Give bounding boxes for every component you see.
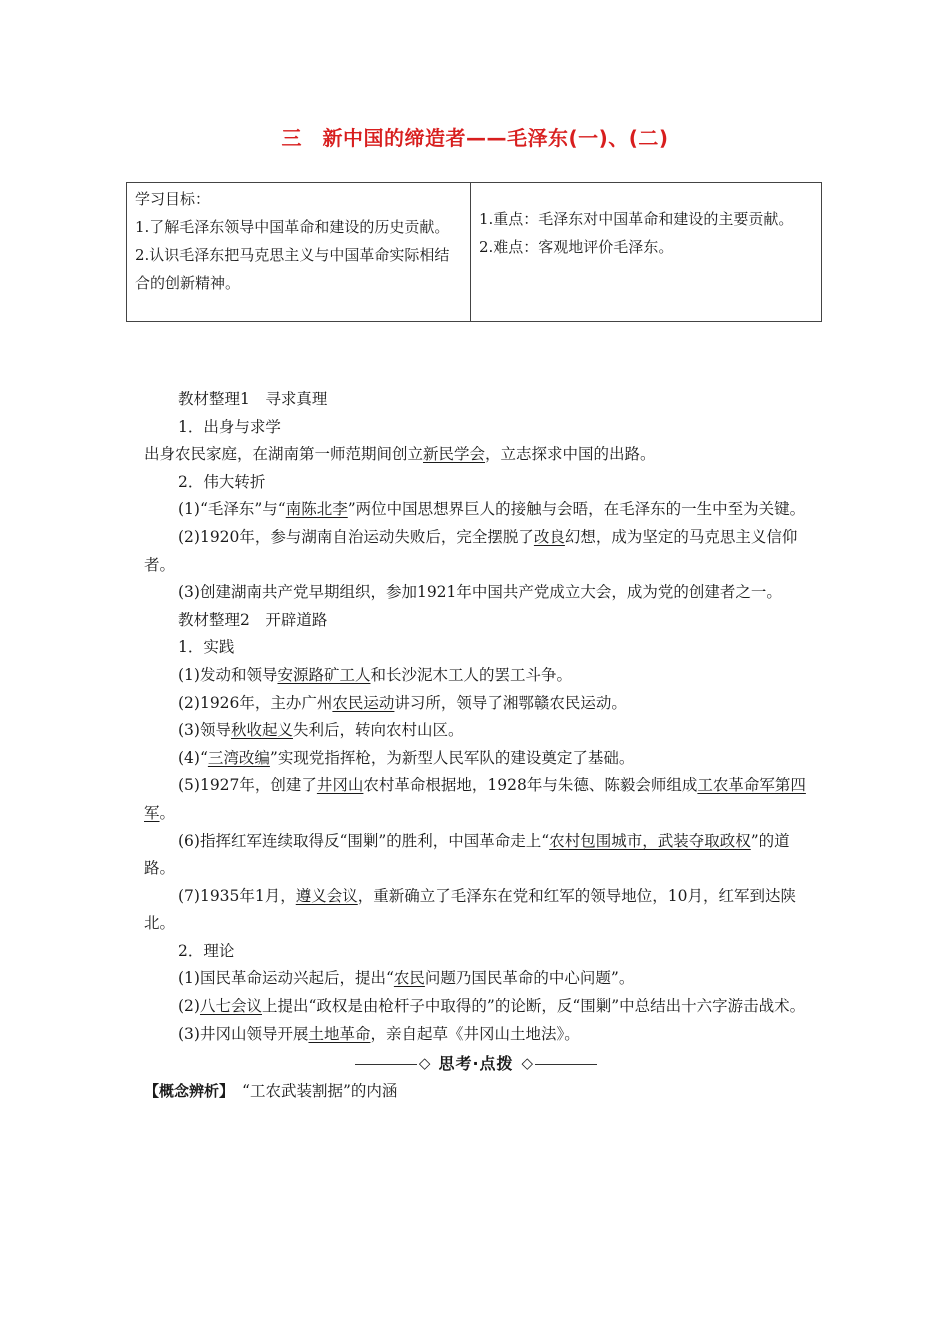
paragraph: (1)国民革命运动兴起后，提出“农民问题乃国民革命的中心问题”。 [178, 969, 635, 988]
subsection-title: 1．出身与求学 [178, 417, 281, 436]
paragraph: (1)发动和领导安源路矿工人和长沙泥木工人的罢工斗争。 [178, 665, 572, 684]
subsection-title: 1．实践 [178, 638, 235, 657]
paragraph: 出身农民家庭，在湖南第一师范期间创立新民学会，立志探求中国的出路。 [144, 445, 656, 464]
paragraph: (6)指挥红军连续取得反“围剿”的胜利，中国革命走上“农村包围城市，武装夺取政权”的道路。 [144, 831, 790, 878]
answer-blank: 八七会议 [199, 997, 262, 1016]
paragraph: (1)“毛泽东”与“南陈北李”两位中国思想界巨人的接触与会晤，在毛泽东的一生中至为关键。 [178, 500, 806, 519]
answer-blank: 三湾改编 [207, 748, 270, 767]
key-point-item: 2.难点：客观地评价毛泽东。 [479, 238, 674, 256]
answer-blank: 秋收起义 [230, 721, 293, 740]
paragraph: (2)八七会议上提出“政权是由枪杆子中取得的”的论断，反“围剿”中总结出十六字游击战术。 [178, 997, 806, 1016]
answer-blank: 安源路矿工人 [277, 665, 371, 684]
subsection-title: 2．伟大转折 [178, 472, 266, 491]
page-title: 三 新中国的缔造者——毛泽东(一)、(二) [281, 126, 669, 150]
think-divider [144, 1050, 808, 1078]
think-label: 思考·点拨 [438, 1054, 514, 1074]
answer-blank: 南陈北李 [285, 500, 348, 519]
answer-blank: 农民运动 [332, 693, 395, 712]
diamond-icon: ◇ [521, 1054, 534, 1073]
concept-analysis [144, 1078, 808, 1106]
subsection-title: 2．理论 [178, 941, 235, 960]
diamond-icon: ◇ [418, 1054, 431, 1073]
answer-blank: 井冈山 [316, 776, 364, 795]
key-point-item: 1.重点：毛泽东对中国革命和建设的主要贡献。 [479, 210, 794, 228]
divider-line [535, 1064, 597, 1065]
paragraph: (3)井冈山领导开展土地革命，亲自起草《井冈山土地法》。 [178, 1024, 580, 1043]
paragraph: (2)1926年，主办广州农民运动讲习所，领导了湘鄂赣农民运动。 [178, 693, 627, 712]
paragraph: (4)“三湾改编”实现党指挥枪，为新型人民军队的建设奠定了基础。 [178, 748, 635, 767]
paragraph: (7)1935年1月，遵义会议，重新确立了毛泽东在党和红军的领导地位，10月，红军到达陕北。 [144, 886, 797, 933]
paragraph: (3)创建湖南共产党早期组织，参加1921年中国共产党成立大会，成为党的创建者之一。 [178, 583, 782, 602]
concept-tag: 【概念辨析】 [144, 1082, 227, 1101]
paragraph: (5)1927年，创建了井冈山农村革命根据地，1928年与朱德、陈毅会师组成工农革命军第四军。 [144, 776, 806, 822]
goal-item: 2.认识毛泽东把马克思主义与中国革命实际相结合的创新精神。 [135, 246, 450, 292]
answer-blank: 新民学会 [423, 445, 486, 464]
answer-blank: 遵义会议 [295, 886, 358, 905]
section-heading: 教材整理2 开辟道路 [178, 610, 328, 629]
goals-heading: 学习目标： [135, 190, 211, 208]
goal-item: 1.了解毛泽东领导中国革命和建设的历史贡献。 [135, 218, 450, 236]
main-content [144, 386, 808, 1106]
divider-line [355, 1064, 417, 1065]
answer-blank: 土地革命 [308, 1024, 371, 1043]
answer-blank: 工农革命军第四军 [144, 776, 806, 822]
learning-goals-cell [127, 183, 471, 321]
answer-blank: 农村包围城市，武装夺取政权 [549, 831, 751, 850]
answer-blank: 改良 [533, 527, 565, 546]
answer-blank: 农民 [393, 969, 425, 988]
paragraph: (3)领导秋收起义失利后，转向农村山区。 [178, 721, 464, 740]
paragraph: (2)1920年，参与湖南自治运动失败后，完全摆脱了改良幻想，成为坚定的马克思主义信仰者。 [144, 527, 798, 574]
key-points-cell [471, 183, 821, 321]
learning-goals-table [126, 182, 822, 322]
concept-text: “工农武装割据”的内涵 [242, 1082, 398, 1101]
section-heading: 教材整理1 寻求真理 [178, 390, 328, 408]
